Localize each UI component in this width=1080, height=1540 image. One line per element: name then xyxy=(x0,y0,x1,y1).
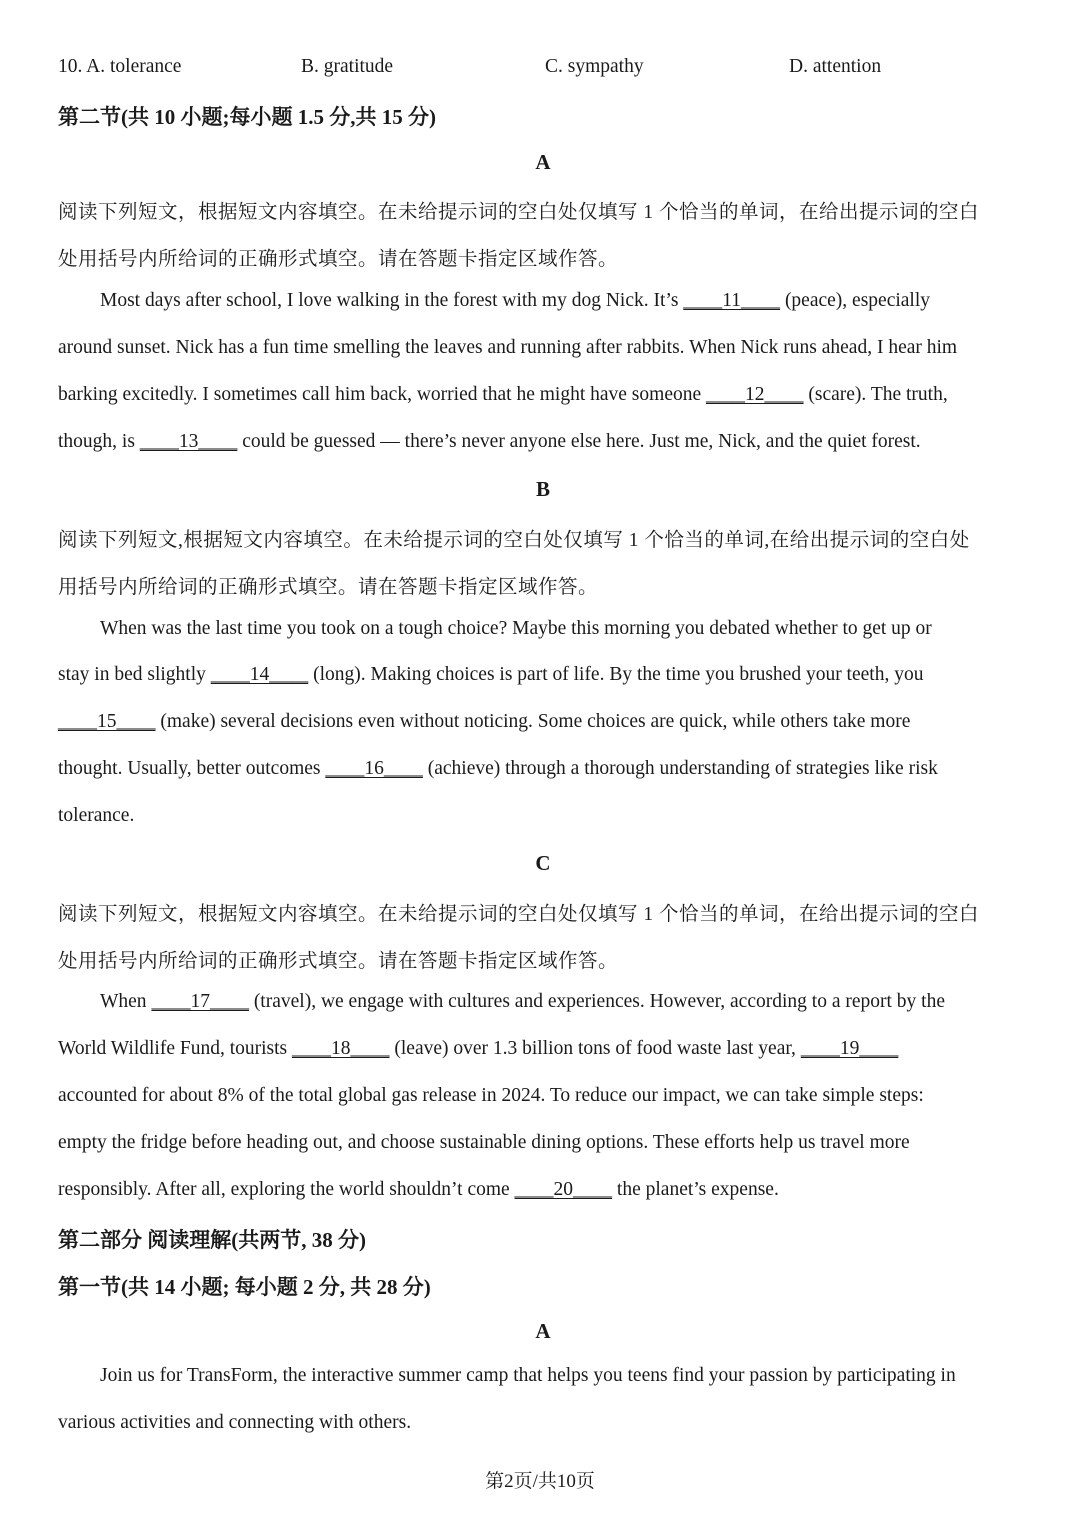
text: (peace), especially xyxy=(780,290,931,311)
blank-20[interactable]: ____20____ xyxy=(514,1179,613,1200)
text: Most days after school, I love walking in the forest with my dog Nick. It’s xyxy=(100,290,684,311)
option-b: B. gratitude xyxy=(301,56,394,77)
passage-a-line-4 xyxy=(58,431,921,453)
text: stay in bed slightly xyxy=(58,664,211,685)
text: (leave) over 1.3 billion tons of food waste last year, xyxy=(389,1038,801,1059)
option-d: D. attention xyxy=(789,56,882,77)
passage-c-line-5 xyxy=(58,1179,779,1201)
reading-a-line-1: Join us for TransForm, the interactive summer camp that helps you teens find your passion by participating in xyxy=(100,1365,956,1386)
text: responsibly. After all, exploring the world shouldn’t come xyxy=(58,1179,515,1200)
passage-b-line-1: When was the last time you took on a tough choice? Maybe this morning you debated whether to get up or xyxy=(100,618,932,639)
blank-14[interactable]: ____14____ xyxy=(210,664,309,685)
passage-c-instruction-1: 阅读下列短文，根据短文内容填空。在未给提示词的空白处仅填写 1 个恰当的单词，在给出提示词的空白 xyxy=(58,904,980,925)
passage-a-label: A xyxy=(535,150,551,174)
passage-b-line-3 xyxy=(58,711,910,733)
blank-19[interactable]: ____19____ xyxy=(800,1038,899,1059)
text: (achieve) through a thorough understanding of strategies like risk xyxy=(422,758,938,779)
part2-section1-title: 第一节(共 14 小题; 每小题 2 分, 共 28 分) xyxy=(58,1275,431,1299)
text: (make) several decisions even without noticing. Some choices are quick, while others take more xyxy=(155,711,911,732)
passage-b-instruction-1: 阅读下列短文,根据短文内容填空。在未给提示词的空白处仅填写 1 个恰当的单词,在给出提示词的空白处 xyxy=(58,530,970,551)
passage-b-line-2 xyxy=(58,664,923,686)
option-c: C. sympathy xyxy=(545,56,644,77)
passage-a-line-3 xyxy=(58,384,948,406)
text: (long). Making choices is part of life. By the time you brushed your teeth, you xyxy=(308,664,924,685)
passage-c-line-3: accounted for about 8% of the total global gas release in 2024. To reduce our impact, we can take simple steps: xyxy=(58,1085,924,1106)
passage-c-line-1 xyxy=(100,991,945,1013)
passage-a-instruction-1: 阅读下列短文，根据短文内容填空。在未给提示词的空白处仅填写 1 个恰当的单词，在给出提示词的空白 xyxy=(58,202,980,223)
text: World Wildlife Fund, tourists xyxy=(58,1038,292,1059)
passage-c-line-2 xyxy=(58,1038,898,1060)
passage-c-line-4: empty the fridge before heading out, and choose sustainable dining options. These efforts help us travel more xyxy=(58,1132,910,1153)
passage-b-instruction-2: 用括号内所给词的正确形式填空。请在答题卡指定区域作答。 xyxy=(58,577,599,598)
passage-c-instruction-2: 处用括号内所给词的正确形式填空。请在答题卡指定区域作答。 xyxy=(58,951,619,972)
passage-b-line-4 xyxy=(58,758,938,780)
section2-title: 第二节(共 10 小题;每小题 1.5 分,共 15 分) xyxy=(58,105,436,129)
blank-17[interactable]: ____17____ xyxy=(151,991,249,1012)
text: the planet’s expense. xyxy=(612,1179,779,1200)
passage-a-line-2: around sunset. Nick has a fun time smelling the leaves and running after rabbits. When Nick runs ahead, I hear him xyxy=(58,337,958,358)
text: (travel), we engage with cultures and experiences. However, according to a report by the xyxy=(248,991,945,1012)
reading-a-line-2: various activities and connecting with others. xyxy=(58,1412,412,1433)
text: could be guessed — there’s never anyone else here. Just me, Nick, and the quiet forest. xyxy=(237,431,921,452)
text: though, is xyxy=(58,431,140,452)
passage-c-label: C xyxy=(535,851,551,875)
reading-a-label: A xyxy=(535,1319,551,1343)
passage-a-line-1 xyxy=(100,290,930,312)
part2-title: 第二部分 阅读理解(共两节, 38 分) xyxy=(58,1228,366,1252)
page-number: 第2页/共10页 xyxy=(485,1471,595,1492)
blank-15[interactable]: ____15____ xyxy=(58,711,156,732)
passage-b-label: B xyxy=(535,477,550,501)
text: (scare). The truth, xyxy=(803,384,948,405)
option-a: 10. A. tolerance xyxy=(58,56,182,77)
text: thought. Usually, better outcomes xyxy=(58,758,326,779)
blank-18[interactable]: ____18____ xyxy=(292,1038,390,1059)
blank-13[interactable]: ____13____ xyxy=(139,431,238,452)
passage-b-line-5: tolerance. xyxy=(58,805,135,826)
blank-12[interactable]: ____12____ xyxy=(706,384,804,405)
passage-a-instruction-2: 处用括号内所给词的正确形式填空。请在答题卡指定区域作答。 xyxy=(58,249,619,270)
text: When xyxy=(100,991,152,1012)
blank-11[interactable]: ____11____ xyxy=(683,290,781,311)
text: barking excitedly. I sometimes call him back, worried that he might have someone xyxy=(58,384,707,405)
blank-16[interactable]: ____16____ xyxy=(325,758,423,779)
